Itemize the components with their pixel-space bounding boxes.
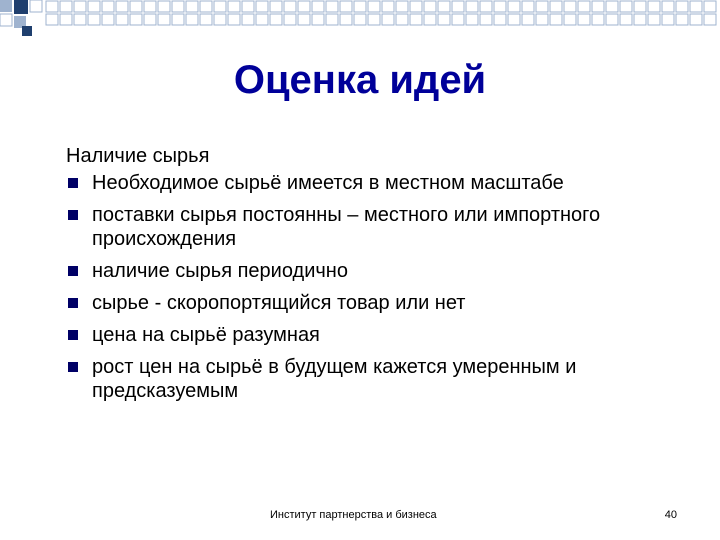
bullet-list xyxy=(66,171,706,403)
deco-square xyxy=(30,0,42,12)
deco-grid-cell xyxy=(46,1,58,12)
deco-grid-cell xyxy=(60,1,72,12)
square-bullet-icon xyxy=(68,330,78,340)
deco-grid-cell xyxy=(438,1,450,12)
deco-grid-cell xyxy=(676,14,688,25)
deco-grid-cell xyxy=(326,14,338,25)
deco-grid-cell xyxy=(130,1,142,12)
list-item-text: рост цен на сырьё в будущем кажется умеренным и предсказуемым xyxy=(92,356,577,402)
deco-grid-cell xyxy=(200,1,212,12)
list-item xyxy=(66,203,706,251)
deco-grid-cell xyxy=(256,14,268,25)
deco-grid-cell xyxy=(228,1,240,12)
deco-grid-cell xyxy=(130,14,142,25)
deco-grid-cell xyxy=(410,14,422,25)
deco-grid-cell xyxy=(606,1,618,12)
deco-grid-cell xyxy=(382,1,394,12)
deco-grid-cell xyxy=(88,14,100,25)
deco-grid-cell xyxy=(354,14,366,25)
deco-grid-cell xyxy=(200,14,212,25)
deco-grid-cell xyxy=(340,14,352,25)
deco-grid-cell xyxy=(578,1,590,12)
deco-grid-cell xyxy=(186,14,198,25)
footer-organization: Институт партнерства и бизнеса xyxy=(270,509,437,521)
deco-square xyxy=(0,0,12,12)
deco-grid-cell xyxy=(270,1,282,12)
deco-grid-cell xyxy=(564,1,576,12)
deco-grid-cell xyxy=(214,14,226,25)
square-bullet-icon xyxy=(68,298,78,308)
deco-grid-cell xyxy=(424,14,436,25)
deco-grid-cell xyxy=(410,1,422,12)
slide-content xyxy=(66,144,706,411)
square-bullet-icon xyxy=(68,210,78,220)
deco-grid-cell xyxy=(256,1,268,12)
deco-grid-cell xyxy=(172,1,184,12)
deco-grid-cell xyxy=(592,1,604,12)
list-item xyxy=(66,291,706,315)
deco-grid-cell xyxy=(536,14,548,25)
deco-grid-cell xyxy=(88,1,100,12)
deco-grid-cell xyxy=(228,14,240,25)
deco-grid-cell xyxy=(662,1,674,12)
square-bullet-icon xyxy=(68,266,78,276)
list-item xyxy=(66,171,706,195)
deco-grid-cell xyxy=(494,14,506,25)
deco-grid-cell xyxy=(214,1,226,12)
deco-grid-cell xyxy=(466,14,478,25)
deco-grid-cell xyxy=(158,14,170,25)
page-number: 40 xyxy=(664,509,677,521)
deco-grid-cell xyxy=(186,1,198,12)
deco-grid-cell xyxy=(312,1,324,12)
deco-grid-cell xyxy=(648,14,660,25)
deco-grid-cell xyxy=(704,1,716,12)
square-bullet-icon xyxy=(68,362,78,372)
deco-grid-cell xyxy=(116,1,128,12)
deco-grid-cell xyxy=(452,1,464,12)
deco-square xyxy=(14,0,28,14)
deco-grid-cell xyxy=(480,14,492,25)
deco-grid-cell xyxy=(326,1,338,12)
slide-title: Оценка идей xyxy=(233,58,487,102)
deco-grid-cell xyxy=(480,1,492,12)
deco-grid-cell xyxy=(620,14,632,25)
list-item-text: наличие сырья периодично xyxy=(92,260,348,282)
list-item-text: цена на сырьё разумная xyxy=(92,324,320,346)
deco-grid-cell xyxy=(676,1,688,12)
deco-grid-cell xyxy=(704,14,716,25)
decorative-header-squares xyxy=(0,0,720,40)
deco-grid-cell xyxy=(452,14,464,25)
deco-grid-cell xyxy=(312,14,324,25)
deco-grid-cell xyxy=(60,14,72,25)
deco-grid-cell xyxy=(158,1,170,12)
deco-grid-cell xyxy=(396,14,408,25)
list-item-text: сырье - скоропортящийся товар или нет xyxy=(92,292,466,314)
deco-grid-cell xyxy=(648,1,660,12)
deco-grid-cell xyxy=(550,14,562,25)
deco-grid-cell xyxy=(74,14,86,25)
deco-grid-cell xyxy=(46,14,58,25)
deco-grid-cell xyxy=(242,1,254,12)
deco-grid-cell xyxy=(298,14,310,25)
deco-grid-cell xyxy=(620,1,632,12)
deco-grid-cell xyxy=(284,14,296,25)
deco-grid-cell xyxy=(578,14,590,25)
deco-grid-cell xyxy=(466,1,478,12)
deco-grid-cell xyxy=(396,1,408,12)
deco-square xyxy=(22,26,32,36)
deco-grid-cell xyxy=(522,1,534,12)
deco-grid-cell xyxy=(144,14,156,25)
deco-grid-cell xyxy=(144,1,156,12)
deco-grid-cell xyxy=(606,14,618,25)
deco-grid-cell xyxy=(74,1,86,12)
list-item xyxy=(66,259,706,283)
deco-grid-cell xyxy=(424,1,436,12)
deco-grid-cell xyxy=(368,1,380,12)
deco-grid-cell xyxy=(494,1,506,12)
deco-grid-cell xyxy=(550,1,562,12)
deco-grid-cell xyxy=(536,1,548,12)
deco-grid-cell xyxy=(172,14,184,25)
deco-grid-cell xyxy=(690,14,702,25)
deco-grid-cell xyxy=(508,1,520,12)
deco-grid-cell xyxy=(690,1,702,12)
deco-grid-cell xyxy=(354,1,366,12)
deco-grid-cell xyxy=(592,14,604,25)
deco-grid-cell xyxy=(340,1,352,12)
deco-grid-cell xyxy=(102,14,114,25)
deco-grid-cell xyxy=(634,14,646,25)
list-item-text: Необходимое сырьё имеется в местном масштабе xyxy=(92,172,564,194)
deco-grid-cell xyxy=(102,1,114,12)
deco-grid-cell xyxy=(298,1,310,12)
deco-grid-cell xyxy=(242,14,254,25)
section-heading: Наличие сырья xyxy=(66,145,210,167)
deco-grid-cell xyxy=(438,14,450,25)
square-bullet-icon xyxy=(68,178,78,188)
deco-square xyxy=(0,14,12,26)
deco-grid-cell xyxy=(522,14,534,25)
deco-grid-cell xyxy=(116,14,128,25)
deco-grid-cell xyxy=(382,14,394,25)
deco-grid-cell xyxy=(634,1,646,12)
deco-grid-cell xyxy=(662,14,674,25)
deco-grid-cell xyxy=(284,1,296,12)
deco-grid-cell xyxy=(368,14,380,25)
list-item xyxy=(66,355,706,403)
list-item xyxy=(66,323,706,347)
deco-grid-cell xyxy=(270,14,282,25)
deco-grid-cell xyxy=(508,14,520,25)
list-item-text: поставки сырья постоянны – местного или импортного происхождения xyxy=(92,204,601,250)
deco-grid-cell xyxy=(564,14,576,25)
